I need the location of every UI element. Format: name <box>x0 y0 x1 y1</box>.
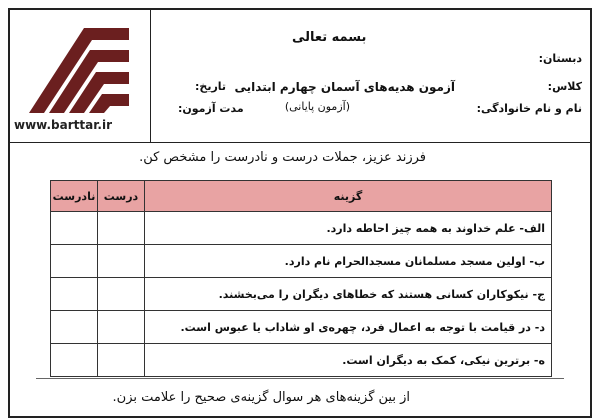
table-row <box>51 245 552 278</box>
question-text: د- در قیامت با توجه به اعمال فرد، چهره‌ی او شاداب یا عبوس است. <box>145 311 552 344</box>
name-label: نام و نام خانوادگی: <box>476 102 582 115</box>
table-row <box>51 311 552 344</box>
incorrect-cell[interactable] <box>51 278 98 311</box>
question-text: الف- علم خداوند به همه چیز احاطه دارد. <box>145 212 552 245</box>
incorrect-cell[interactable] <box>51 311 98 344</box>
header-correct: درست <box>98 181 145 212</box>
barttar-logo <box>24 18 134 118</box>
header-bottom-line <box>8 142 592 143</box>
page-title: بسمه تعالی <box>292 30 367 45</box>
header-option: گزینه <box>145 181 552 212</box>
question-text: ب- اولین مسجد مسلمانان مسجدالحرام نام دارد. <box>145 245 552 278</box>
question-text: ه- برترین نیکی، کمک به دیگران است. <box>145 344 552 377</box>
next-instruction: از بین گزینه‌های هر سوال گزینه‌ی صحیح را علامت بزن. <box>112 390 410 405</box>
instruction-text: فرزند عزیز، جملات درست و نادرست را مشخص کن. <box>139 150 426 165</box>
school-label: دبستان: <box>538 52 582 65</box>
correct-cell[interactable] <box>98 278 145 311</box>
exam-title: آزمون هدیه‌های آسمان چهارم ابتدایی <box>234 80 455 94</box>
header-incorrect: نادرست <box>51 181 98 212</box>
correct-cell[interactable] <box>98 212 145 245</box>
table-row <box>51 278 552 311</box>
correct-cell[interactable] <box>98 245 145 278</box>
date-label: تاریخ: <box>195 80 227 93</box>
section-divider <box>36 378 564 379</box>
incorrect-cell[interactable] <box>51 212 98 245</box>
incorrect-cell[interactable] <box>51 245 98 278</box>
incorrect-cell[interactable] <box>51 344 98 377</box>
true-false-table <box>50 180 552 377</box>
correct-cell[interactable] <box>98 344 145 377</box>
table-row <box>51 344 552 377</box>
table-row <box>51 212 552 245</box>
exam-subtitle: (آزمون پایانی) <box>284 100 350 113</box>
site-url: www.barttar.ir <box>14 118 113 132</box>
class-label: کلاس: <box>547 80 582 93</box>
question-text: ج- نیکوکاران کسانی هستند که خطاهای دیگران را می‌بخشند. <box>145 278 552 311</box>
header-divider <box>150 8 151 143</box>
correct-cell[interactable] <box>98 311 145 344</box>
duration-label: مدت آزمون: <box>178 102 244 115</box>
